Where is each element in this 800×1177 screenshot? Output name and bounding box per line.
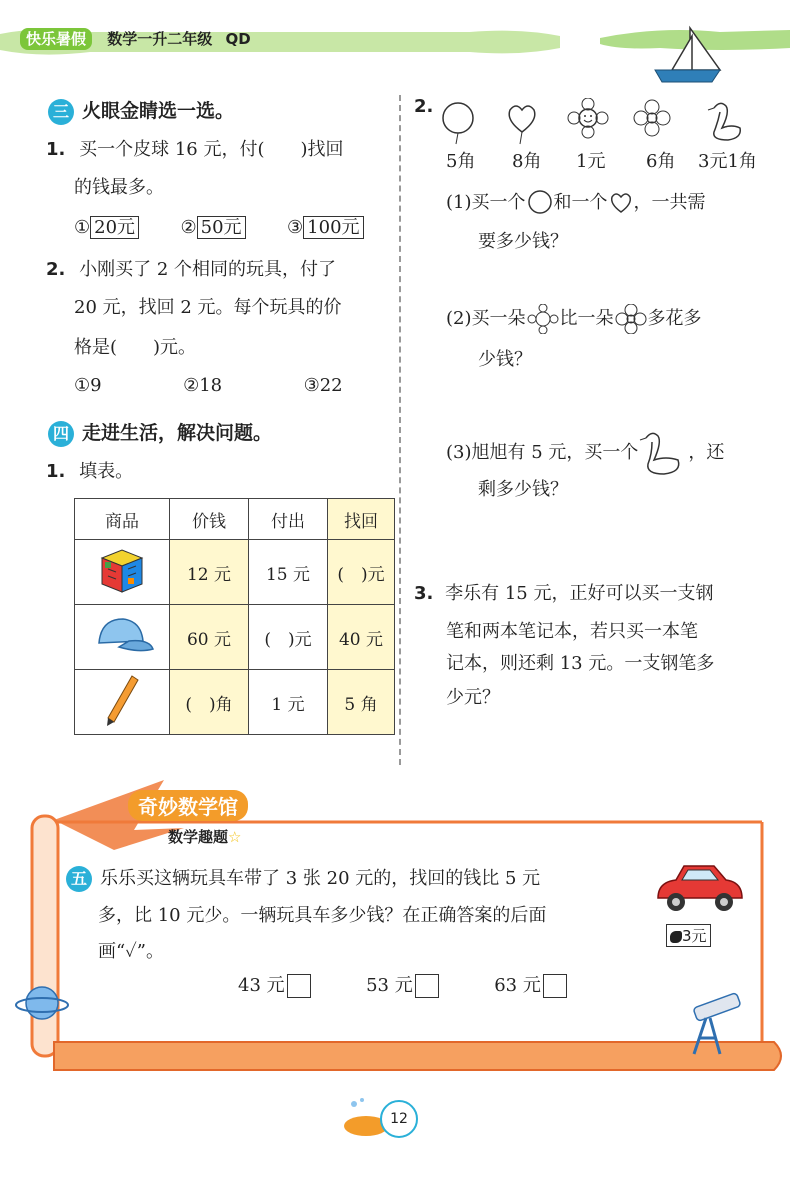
table-cell: ( )元: [249, 605, 328, 670]
text: ，还: [688, 442, 725, 463]
question-3-line4: 少元？: [446, 687, 500, 708]
text: 比一朵: [559, 308, 614, 329]
fun-subtitle: [168, 826, 241, 847]
question-number: 2.: [46, 259, 66, 280]
question-3-line2: 笔和两本笔记本，若只买一本笔: [446, 621, 698, 642]
section-badge: 四: [48, 421, 74, 447]
swan-icon: [638, 430, 688, 476]
section-3-heading: [48, 96, 234, 125]
swan-icon: [708, 103, 740, 140]
heart-balloon-icon: [509, 106, 535, 144]
text: ，一共需: [633, 192, 706, 213]
question-3-2-line3: 格是( )元。: [74, 337, 197, 358]
sailboat-illustration: [600, 8, 790, 87]
price-tag-text: 3元: [682, 927, 707, 945]
question-3-2-line2: 20 元，找回 2 元。每个玩具的价: [74, 297, 342, 318]
flower-icon: [634, 100, 670, 136]
option-mark: ③: [287, 217, 304, 238]
subquestion-3-line2: 剩多少钱？: [478, 479, 568, 500]
star-icon: ☆: [228, 828, 242, 846]
table-cell: ( )角: [170, 670, 249, 735]
table-header: 价钱: [170, 499, 249, 540]
question-5: [66, 866, 540, 892]
answer-label: 63 元: [494, 975, 541, 996]
question-3: [414, 582, 713, 606]
heart-balloon-icon: [608, 190, 634, 216]
question-3-1: [46, 138, 344, 162]
question-3-1-line2: 的钱最多。: [74, 177, 164, 198]
section-4-heading: [48, 418, 272, 447]
smiley-flower-icon: [526, 304, 560, 334]
price-list: [446, 150, 757, 174]
question-text: 买一个皮球 16 元，付( )找回: [79, 139, 344, 160]
price-label: 8角: [512, 151, 542, 172]
answer-checkbox[interactable]: [543, 974, 567, 998]
planet-icon: [14, 978, 70, 1032]
option-value: 50元: [197, 216, 246, 239]
table-header: 付出: [249, 499, 328, 540]
table-row: [75, 540, 395, 605]
section-title: 火眼金睛选一选。: [82, 100, 235, 122]
shop-items-illustration: [432, 98, 762, 152]
fun-banner: 奇妙数学馆: [128, 790, 248, 821]
subquestion-1: [446, 190, 706, 216]
table-cell: 60 元: [170, 605, 249, 670]
balloon-icon: [443, 103, 473, 144]
question-5-line2: 多，比 10 元少。一辆玩具车多少钱？在正确答案的后面: [98, 905, 547, 926]
table-cell: 40 元: [328, 605, 395, 670]
ink-smudge-icon: [670, 931, 682, 943]
edition-label: QD: [225, 30, 251, 48]
text: (3)旭旭有 5 元，买一个: [446, 442, 639, 463]
table-row: [75, 605, 395, 670]
table-header: 找回: [328, 499, 395, 540]
section-title: 走进生活，解决问题。: [82, 422, 273, 444]
subquestion-2: [446, 304, 702, 334]
table-row: [75, 670, 395, 735]
question-3-1-options: [74, 216, 364, 240]
question-text: 小刚买了 2 个相同的玩具，付了: [79, 259, 337, 280]
column-divider: [399, 95, 401, 765]
balloon-icon: [526, 190, 554, 216]
price-label: 1元: [576, 151, 606, 172]
option-value: 100元: [303, 216, 363, 239]
fun-subtitle-text: 数学趣题: [168, 828, 229, 846]
option: ①9: [74, 375, 102, 396]
price-table: [74, 498, 395, 735]
grade-subtitle: 数学一升二年级: [107, 30, 213, 48]
answer-label: 43 元: [238, 975, 285, 996]
question-number: 1.: [46, 461, 66, 482]
subquestion-3: [446, 430, 724, 476]
question-3-line3: 记本，则还剩 13 元。一支钢笔多: [446, 653, 715, 674]
section-badge: 五: [66, 866, 92, 892]
option-mark: ②: [180, 217, 197, 238]
option: ③22: [303, 375, 343, 396]
answer-choices: [238, 974, 567, 998]
page-number: 12: [380, 1100, 418, 1138]
price-tag: [666, 924, 711, 947]
option: ②18: [183, 375, 223, 396]
telescope-icon: [680, 990, 750, 1060]
price-label: 3元1角: [698, 151, 757, 172]
answer-checkbox[interactable]: [415, 974, 439, 998]
text: 和一个: [553, 192, 608, 213]
pencil-icon: [75, 670, 170, 735]
table-cell: 5 角: [328, 670, 395, 735]
question-number: 2.: [414, 96, 434, 117]
cap-icon: [75, 605, 170, 670]
question-text: 李乐有 15 元，正好可以买一支钢: [445, 583, 714, 604]
table-cell: 1 元: [249, 670, 328, 735]
question-4-1: [46, 460, 133, 484]
rubiks-cube-icon: [75, 540, 170, 605]
question-number: 3.: [414, 583, 434, 604]
table-cell: 12 元: [170, 540, 249, 605]
option-value: 20元: [90, 216, 139, 239]
question-text: 填表。: [79, 461, 134, 482]
answer-checkbox[interactable]: [287, 974, 311, 998]
answer-label: 53 元: [366, 975, 413, 996]
header: [20, 28, 251, 49]
question-5-line3: 画“✓”。: [98, 941, 165, 962]
question-3-2: [46, 258, 336, 282]
subquestion-1-line2: 要多少钱？: [478, 231, 568, 252]
question-3-2-options: [74, 374, 343, 398]
table-cell: 15 元: [249, 540, 328, 605]
text: (2)买一朵: [446, 308, 526, 329]
table-cell: ( )元: [328, 540, 395, 605]
smiley-flower-icon: [568, 98, 608, 138]
text: (1)买一个: [446, 192, 526, 213]
question-text: 乐乐买这辆玩具车带了 3 张 20 元的，找回的钱比 5 元: [100, 868, 541, 889]
flower-icon: [614, 304, 648, 334]
price-label: 6角: [646, 151, 676, 172]
section-badge: 三: [48, 99, 74, 125]
subquestion-2-line2: 少钱？: [478, 349, 532, 370]
option-mark: ①: [74, 217, 91, 238]
question-number: 1.: [46, 139, 66, 160]
price-label: 5角: [446, 151, 476, 172]
table-header: 商品: [75, 499, 170, 540]
series-title: 快乐暑假: [20, 28, 92, 50]
text: 多花多: [647, 308, 702, 329]
toy-car-icon: [652, 858, 744, 922]
